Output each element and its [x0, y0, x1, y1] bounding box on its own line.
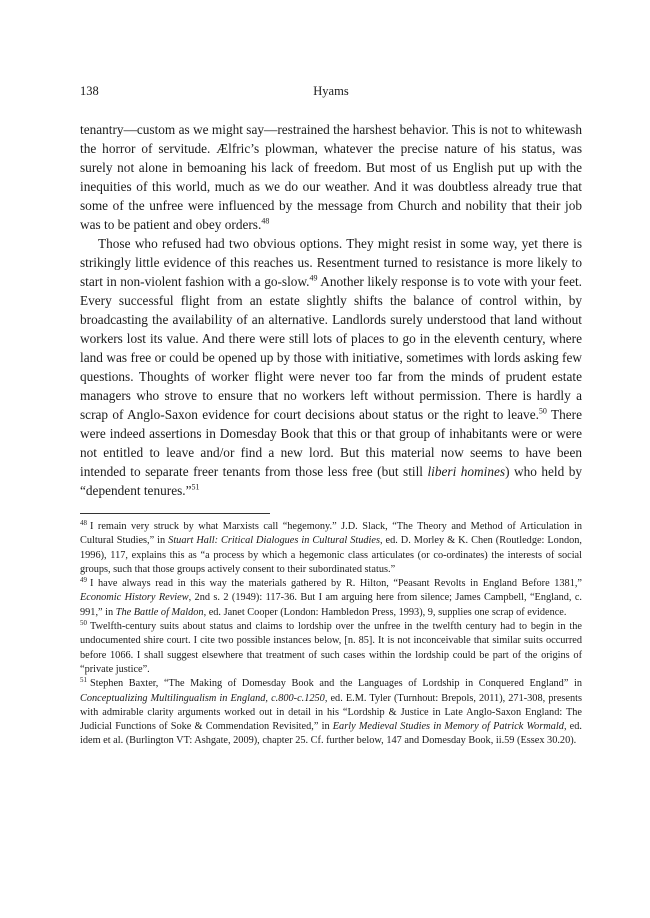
footnote-ref-51[interactable]: 51: [191, 482, 200, 492]
page-header: [80, 84, 582, 100]
text-run: , ed. idem et al. (Burlington VT: Ashgate, 2009), chapter 25. Cf. further below, 147 and Domesday Book, ii.59 (Essex 30.20).: [80, 721, 582, 747]
footnote-number: 51: [80, 675, 87, 684]
footnote-51: [80, 677, 582, 748]
italic-text: liberi homines: [427, 464, 506, 479]
italic-text: Conceptualizing Multilingualism in England, c.800-c.1250: [80, 692, 325, 704]
text-run: , 2nd s. 2 (1949): 117-36. But I am arguing here from silence; James Campbell, “England, c. 991,” in: [80, 592, 582, 618]
text-run: ) who held by “dependent tenures.”: [80, 464, 583, 498]
footnote-number: 49: [80, 575, 87, 584]
body-text: [80, 120, 582, 500]
footnote-ref-48[interactable]: 48: [261, 216, 270, 226]
text-run: Those who refused had two obvious options. They might resist in some way, yet there is strikingly little evidence of this reaches us. Resentment turned to resistance is more likely to start in non-violent fashion with a go-slow.: [80, 236, 582, 289]
footnote-number: 50: [80, 618, 87, 627]
footnote-49: [80, 577, 582, 620]
footnote-number: 48: [80, 518, 87, 527]
text-run: I have always read in this way the materials gathered by R. Hilton, “Peasant Revolts in England Before 1381,”: [90, 578, 582, 590]
text-run: , ed. D. Morley & K. Chen (Routledge: London, 1996), 117, explains this as “a process by which a hegemonic class articulates (or co-ordinates) the interests of social groups, such that those groups actively consent to their subordinated status.”: [80, 535, 582, 575]
page-number: 138: [80, 84, 99, 98]
text-run: Twelfth-century suits about status and claims to lordship over the unfree in the twelfth century had to begin in the undocumented shire court. I cite two possible instances below, [n. 85]. It is not inconceivable that similar suits occurred before 1066. I shall suggest elsewhere that treatment of such cases within the lordship could be part of the origins of “private justice”.: [80, 621, 582, 675]
footnotes: [80, 520, 582, 749]
italic-text: The Battle of Maldon: [115, 606, 204, 618]
text-run: , ed. Janet Cooper (London: Hambledon Press, 1993), 9, supplies one scrap of evidence.: [203, 606, 567, 618]
footnote-50: [80, 620, 582, 677]
italic-text: Stuart Hall: Critical Dialogues in Cultural Studies: [168, 535, 380, 547]
text-run: There were indeed assertions in Domesday Book that this or that group of inhabitants were or were not entitled to leave and/or find a new lord. But this material now seems to have been intended to separate freer tenants from those less free (but still: [80, 407, 582, 479]
italic-text: Early Medieval Studies in Memory of Patrick Wormald: [332, 721, 564, 733]
paragraph-2: [80, 234, 582, 500]
text-run: Stephen Baxter, “The Making of Domesday Book and the Languages of Lordship in Conquered England” in: [90, 678, 582, 690]
footnote-divider: [80, 513, 270, 514]
footnote-48: [80, 520, 582, 577]
text-run: I remain very struck by what Marxists call “hegemony.” J.D. Slack, “The Theory and Method of Articulation in Cultural Studies,” in: [80, 521, 582, 547]
paragraph-1: [80, 120, 582, 234]
text-run: Another likely response is to vote with your feet. Every successful flight from an estate slightly shifts the balance of control within, by broadcasting the availability of an alternative. Landlords surely understood that land without workers lost its value. And there were still lots of places to go in the eleventh century, where land was free or could be opened up by those with initiative, sometimes with lords asking few questions. Thoughts of worker flight were never too far from the minds of prudent estate managers who strove to ensure that no workers left without permission. There is hardly a scrap of Anglo-Saxon evidence for court decisions about status or the right to leave.: [80, 274, 582, 422]
text-run: , ed. E.M. Tyler (Turnhout: Brepols, 2011), 271-308, presents with admirable clarity arguments worked out in detail in his “Lordship & Justice in Late Anglo-Saxon England: The Judicial Functions of Soke & Commendation Revisited,” in: [80, 692, 582, 733]
italic-text: Economic History Review: [80, 592, 189, 604]
footnote-ref-49[interactable]: 49: [309, 273, 318, 283]
footnote-ref-50[interactable]: 50: [538, 406, 547, 416]
text-run: tenantry—custom as we might say—restrained the harshest behavior. This is not to whitewash the horror of servitude. Ælfric’s plowman, whatever the precise nature of his status, was surely not alone in bemoaning his lack of freedom. But most of us English put up with the inequities of this world, much as we do our weather. And it was doubtless already true that some of the unfree were influenced by the message from Church and nobility that their job was to be patient and obey orders.: [80, 122, 582, 232]
running-head: Hyams: [313, 84, 349, 98]
